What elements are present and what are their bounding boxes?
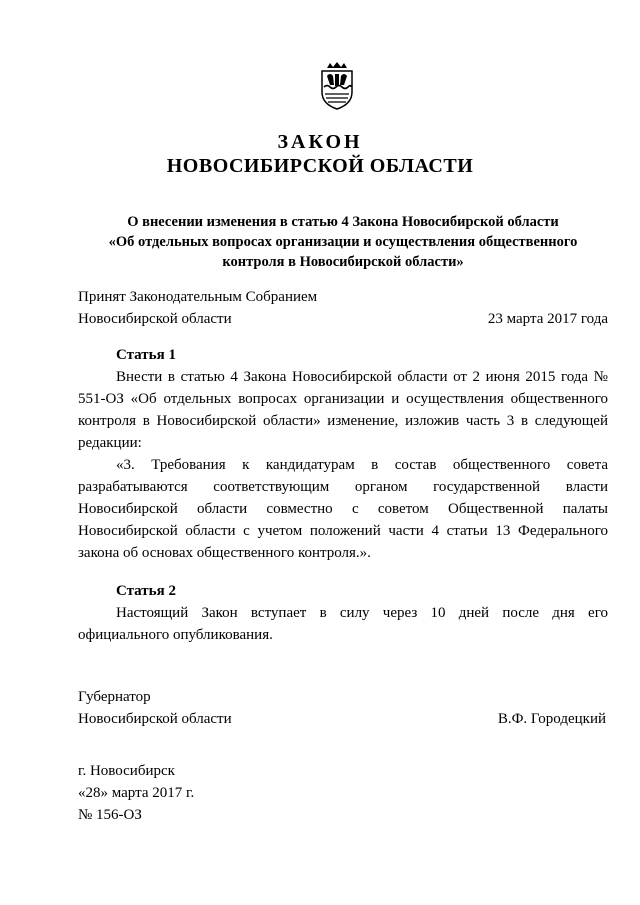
document-footer (78, 760, 194, 826)
law-title-region: НОВОСИБИРСКОЙ ОБЛАСТИ (166, 155, 474, 177)
footer-date: «28» марта 2017 г. (78, 785, 195, 801)
footer-city: г. Новосибирск (78, 763, 175, 779)
signatory-position: Губернатор (78, 689, 151, 705)
article-paragraph: «3. Требования к кандидатурам в состав общественного совета разрабатываются соответствующим органом государственной власти Новосибирской области совместно с советом Общественной палаты Новосибирской области с учетом положений части 4 статьи 13 Федерального закона об основах общественного контроля.». (78, 457, 608, 561)
law-title-word: ЗАКОН (277, 131, 363, 153)
law-subject-line: «Об отдельных вопросах организации и осуществления общественного (108, 234, 578, 250)
adoption-body-line: Принят Законодательным Собранием (78, 289, 318, 305)
law-subject-line: О внесении изменения в статью 4 Закона Новосибирской области (127, 214, 559, 230)
adoption-body-region: Новосибирской области (78, 311, 232, 327)
article-paragraph: Внести в статью 4 Закона Новосибирской области от 2 июня 2015 года № 551-ОЗ «Об отдельных вопросах организации и осуществления общественного контроля в Новосибирской области» изменение, изложив часть 3 в следующей редакции: (78, 369, 608, 451)
adoption-block (78, 286, 608, 330)
coat-of-arms-icon (318, 62, 356, 110)
signatory-region: Новосибирской области (78, 711, 232, 727)
adoption-date: 23 марта 2017 года (487, 311, 608, 327)
article-2 (78, 580, 608, 646)
article-heading: Статья 1 (116, 347, 176, 363)
signature-block (78, 686, 608, 730)
law-subject (78, 212, 608, 272)
article-heading: Статья 2 (116, 583, 176, 599)
article-paragraph: Настоящий Закон вступает в силу через 10 дней после дня его официального опубликования. (78, 605, 608, 643)
law-subject-line: контроля в Новосибирской области» (222, 254, 464, 270)
footer-law-number: № 156-ОЗ (78, 807, 142, 823)
signatory-name: В.Ф. Городецкий (497, 711, 606, 727)
article-1 (78, 344, 608, 564)
